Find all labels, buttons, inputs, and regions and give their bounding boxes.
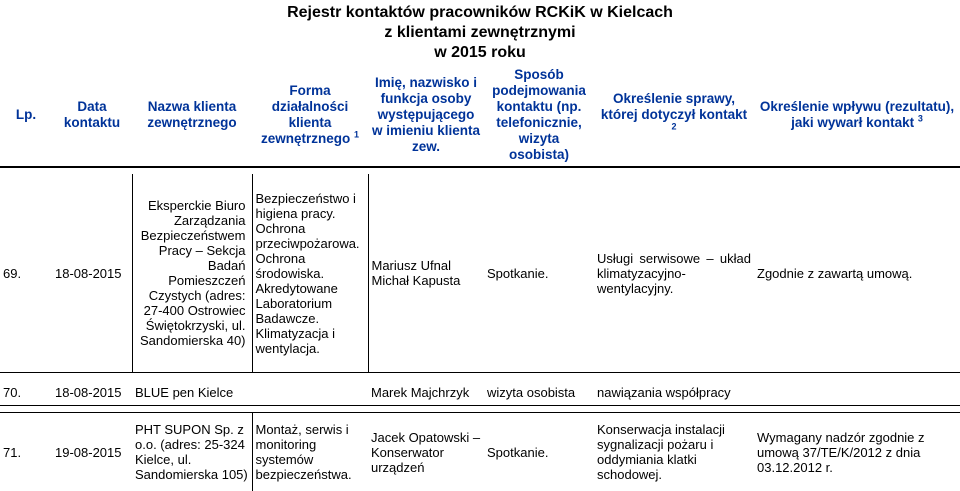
- cell-date: 18-08-2015: [52, 174, 132, 373]
- cell-lp: 70.: [0, 379, 52, 406]
- table-row: [0, 379, 960, 406]
- cell-lp: 71.: [0, 413, 52, 491]
- cell-impact: [754, 379, 960, 406]
- header-matter: [594, 64, 754, 167]
- cell-activity-form: Bezpieczeństwo i higiena pracy. Ochrona przeciwpożarowa. Ochrona środowiska. Akredytowane Laboratorium Badawcze. Klimatyzacja i wentylacja.: [252, 174, 368, 373]
- header-impact-text: Określenie wpływu (rezultatu), jaki wywarł kontakt: [760, 99, 954, 130]
- table-row: [0, 174, 960, 373]
- header-lp: Lp.: [0, 64, 52, 167]
- cell-client-name: PHT SUPON Sp. z o.o. (adres: 25-324 Kielce, ul. Sandomierska 105): [132, 413, 252, 491]
- cell-matter: Usługi serwisowe – układ klimatyzacyjno-wentylacyjny.: [594, 174, 754, 373]
- cell-date: 19-08-2015: [52, 413, 132, 491]
- footnote-3: 3: [918, 114, 923, 124]
- cell-matter: nawiązania współpracy: [594, 379, 754, 406]
- contacts-register-table: [0, 64, 960, 491]
- header-impact: [754, 64, 960, 167]
- table-header-row: [0, 64, 960, 167]
- cell-client-name: Eksperckie Biuro Zarządzania Bezpieczeństwem Pracy – Sekcja Badań Pomieszczeń Czystych (adres: 27-400 Ostrowiec Świętokrzyski, ul. Sandomierska 40): [132, 174, 252, 373]
- cell-person: Marek Majchrzyk: [368, 379, 484, 406]
- document-title: [0, 3, 960, 63]
- cell-date: 18-08-2015: [52, 379, 132, 406]
- cell-person: Mariusz Ufnal Michał Kapusta: [368, 174, 484, 373]
- header-method: Sposób podejmowania kontaktu (np. telefonicznie, wizyta osobista): [484, 64, 594, 167]
- cell-matter: Konserwacja instalacji sygnalizacji pożaru i oddymiania klatki schodowej.: [594, 413, 754, 491]
- header-date: Data kontaktu: [52, 64, 132, 167]
- header-matter-text: Określenie sprawy, której dotyczył kontakt: [601, 91, 747, 122]
- cell-method: Spotkanie.: [484, 413, 594, 491]
- header-client-name: Nazwa klienta zewnętrznego: [132, 64, 252, 167]
- footnote-1: 1: [354, 130, 359, 140]
- spacer-row: [0, 406, 960, 413]
- header-activity-form: [252, 64, 368, 167]
- title-line-2: z klientami zewnętrznymi: [0, 23, 960, 43]
- header-person: Imię, nazwisko i funkcja osoby występującego w imieniu klienta zew.: [368, 64, 484, 167]
- cell-person: Jacek Opatowski – Konserwator urządzeń: [368, 413, 484, 491]
- table-row: [0, 413, 960, 491]
- footnote-2: 2: [671, 122, 676, 132]
- cell-impact: Wymagany nadzór zgodnie z umową 37/TE/K/2012 z dnia 03.12.2012 r.: [754, 413, 960, 491]
- cell-method: wizyta osobista: [484, 379, 594, 406]
- spacer-row: [0, 167, 960, 174]
- cell-impact: Zgodnie z zawartą umową.: [754, 174, 960, 373]
- cell-lp: 69.: [0, 174, 52, 373]
- cell-activity-form: Montaż, serwis i monitoring systemów bezpieczeństwa.: [252, 413, 368, 491]
- cell-method: Spotkanie.: [484, 174, 594, 373]
- title-line-1: Rejestr kontaktów pracowników RCKiK w Kielcach: [0, 3, 960, 23]
- cell-client-name: BLUE pen Kielce: [132, 379, 368, 406]
- title-line-3: w 2015 roku: [0, 43, 960, 63]
- header-activity-form-text: Forma działalności klienta zewnętrznego: [261, 83, 350, 146]
